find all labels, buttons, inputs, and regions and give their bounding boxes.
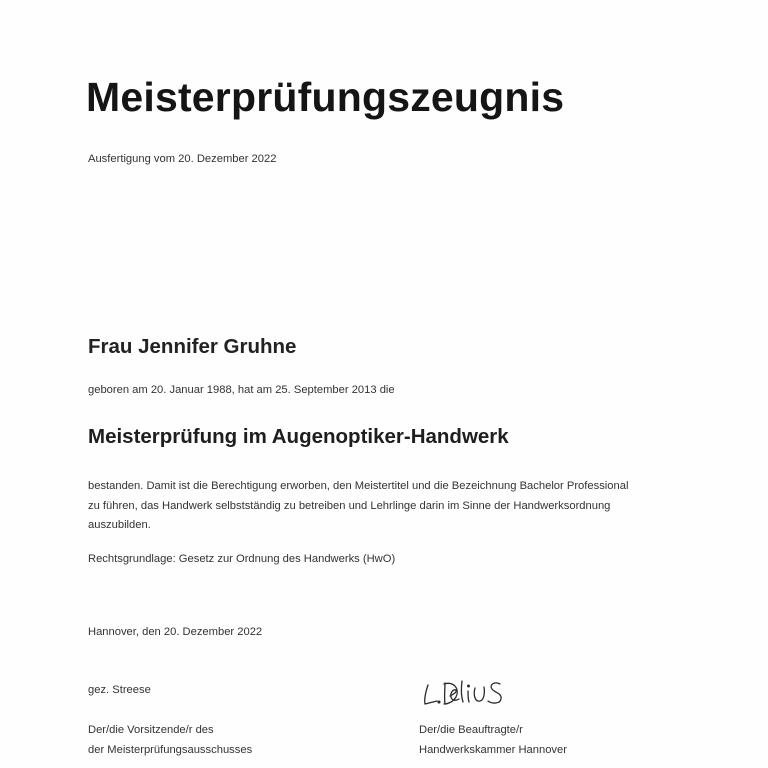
place-date: Hannover, den 20. Dezember 2022 xyxy=(88,626,263,638)
right-role-line: Handwerkskammer Hannover xyxy=(419,744,567,756)
handwritten-signature-icon xyxy=(420,675,530,711)
left-role-line: Der/die Vorsitzende/r des xyxy=(88,724,214,736)
left-signatory-role xyxy=(88,720,252,760)
body-line: auszubilden. xyxy=(88,519,151,531)
document-title: Meisterprüfungszeugnis xyxy=(86,74,565,120)
exam-title: Meisterprüfung im Augenoptiker-Handwerk xyxy=(88,425,509,448)
recipient-name: Frau Jennifer Gruhne xyxy=(88,335,297,358)
left-role-line: der Meisterprüfungsausschusses xyxy=(88,744,253,756)
body-line: bestanden. Damit ist die Berechtigung erworben, den Meistertitel und die Bezeichnung Bachelor Professional xyxy=(88,480,629,492)
left-signed-name: gez. Streese xyxy=(88,684,151,696)
birth-line: geboren am 20. Januar 1988, hat am 25. September 2013 die xyxy=(88,384,395,396)
body-line: zu führen, das Handwerk selbstständig zu betreiben und Lehrlinge darin im Sinne der Handwerksordnung xyxy=(88,499,611,512)
legal-basis: Rechtsgrundlage: Gesetz zur Ordnung des Handwerks (HwO) xyxy=(88,553,396,565)
body-paragraph xyxy=(88,477,728,536)
issue-date: Ausfertigung vom 20. Dezember 2022 xyxy=(88,153,277,165)
right-role-line: Der/die Beauftragte/r xyxy=(419,724,523,736)
right-signatory-role xyxy=(419,720,567,760)
